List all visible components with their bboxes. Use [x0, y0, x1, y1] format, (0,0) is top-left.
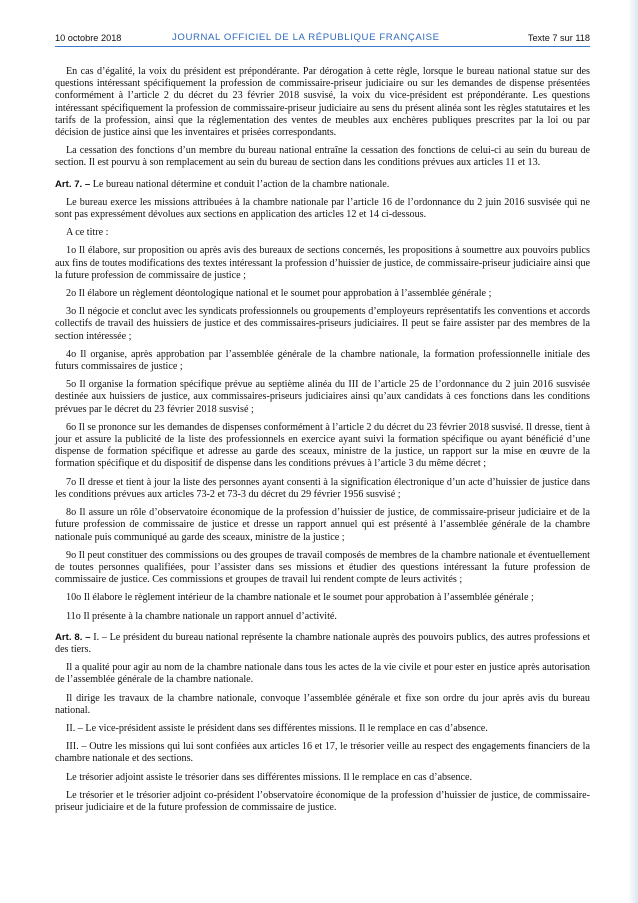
body-paragraph: II. – Le vice-président assiste le président dans ses différentes missions. Il le remplace en cas d’absence.: [66, 722, 488, 734]
body-paragraph: 9o Il peut constituer des commissions ou des groupes de travail composés de membres de la chambre nationale et éventuellement de toutes personnes qualifiées, pour l’assister dans ses missions et étudier des questions intéressant la future profession de commissaire de justice. Ces commissions et groupes de travail lui rendent compte de leurs activités ;: [55, 549, 590, 586]
page-header: [55, 30, 590, 47]
body-paragraph: 8o Il assure un rôle d’observatoire économique de la profession d’huissier de justice, de commissaire-priseur judiciaire et de la future profession de commissaire de justice et dresse un rapport annuel qui est présenté à l’assemblée générale de la chambre nationale puis communiqué au garde des sceaux, ministre de la justice ;: [55, 507, 590, 543]
body-paragraph: 5o Il organise la formation spécifique prévue au septième alinéa du III de l’article 25 de l’ordonnance du 2 juin 2016 susvisée destinée aux huissiers de justice, aux commissaires-priseurs judiciaires ainsi qu’aux candidats à ces fonctions dans les conditions prévues par le décret du 23 février 2018 susvisé ;: [55, 379, 590, 415]
article-heading-paragraph: [55, 179, 590, 191]
article-heading-paragraph: [55, 632, 590, 656]
body-paragraph: Il a qualité pour agir au nom de la chambre nationale dans tous les actes de la vie civile et pour ester en justice après autorisation de l’assemblée générale de la chambre nationale.: [55, 662, 590, 686]
body-paragraph: Le trésorier et le trésorier adjoint co-président l’observatoire économique de la profession d’huissier de justice, de commissaire-priseur judiciaire et de la future profession de commissaire de justice.: [55, 789, 590, 813]
article-number: Art. 8. –: [55, 631, 91, 643]
body-paragraph: 1o Il élabore, sur proposition ou après avis des bureaux de sections concernés, les propositions à soumettre aux pouvoirs publics aux fins de toutes modifications des textes intéressant la profession d’huissier de justice, de commissaire-priseur judiciaire ainsi que la future profession de commissaire de justice ;: [55, 245, 590, 281]
body-paragraph: III. – Outre les missions qui lui sont confiées aux articles 16 et 17, le trésorier veille au respect des engagements financiers de la chambre nationale et des sections.: [55, 741, 590, 765]
article-text: Le bureau national détermine et conduit l’action de la chambre nationale.: [90, 178, 390, 190]
body-paragraph: 7o Il dresse et tient à jour la liste des personnes ayant consenti à la signification électronique d’un acte d’huissier de justice dans les conditions prévues aux articles 73-2 et 73-3 du décret du 29 février 1956 susvisé ;: [55, 476, 590, 500]
body-paragraph: 3o Il négocie et conclut avec les syndicats professionnels ou groupements d’employeurs représentatifs les conventions et accords collectifs de travail des huissiers de justice et des commissaires-priseurs judiciaires. Il peut se faire assister par des membres de la section intéressée ;: [55, 306, 590, 342]
body-paragraph: 10o Il élabore le règlement intérieur de la chambre nationale et le soumet pour approbation à l’assemblée générale ;: [66, 592, 534, 604]
body-paragraph: En cas d’égalité, la voix du président est prépondérante. Par dérogation à cette règle, lorsque le bureau national statue sur des questions intéressant spécifiquement la profession de commissaire-priseur judiciaire ou sur les demandes de dispense présentées conformément à l’article 2 du décret du 23 février 2018 susvisé, la voix du vice-président est prépondérante. Les questions intéressant spécifiquement la profession de commissaire-priseur judiciaire au sens du présent alinéa sont les règles statutaires et les tarifs de la profession, ainsi que la réglementation des ventes de meubles aux enchères publiques prescrites par la loi ou par décision de justice ainsi que les inventaires et prisées correspondants.: [55, 66, 590, 139]
article-number: Art. 7. –: [55, 178, 91, 190]
header-page-number: Texte 7 sur 118: [527, 33, 590, 43]
body-paragraph: 11o Il présente à la chambre nationale un rapport annuel d’activité.: [66, 610, 337, 622]
body-paragraph: Le trésorier adjoint assiste le trésorier dans ses différentes missions. Il le remplace en cas d’absence.: [66, 771, 473, 783]
header-journal-title: JOURNAL OFFICIEL DE LA RÉPUBLIQUE FRANÇAISE: [172, 32, 440, 43]
article-text: I. – Le président du bureau national représente la chambre nationale auprès des pouvoirs publics, des autres professions et des tiers.: [55, 631, 590, 655]
body-paragraph: 4o Il organise, après approbation par l’assemblée générale de la chambre nationale, la formation professionnelle initiale des futurs commissaires de justice ;: [55, 348, 590, 373]
page-edge-shadow: [628, 0, 638, 903]
body-paragraph: 2o Il élabore un règlement déontologique national et le soumet pour approbation à l’assemblée générale ;: [66, 288, 492, 300]
body-paragraph: Le bureau exerce les missions attribuées à la chambre nationale par l’article 16 de l’ordonnance du 2 juin 2016 susvisée qui ne sont pas expressément dévolues aux sections en application des articles 12 et 14 ci-dessous.: [55, 196, 590, 221]
body-paragraph: Il dirige les travaux de la chambre nationale, convoque l’assemblée générale et fixe son ordre du jour après avis du bureau national.: [55, 692, 590, 716]
body-paragraph: 6o Il se prononce sur les demandes de dispenses conformément à l’article 2 du décret du 23 février 2018 susvisé. Il dresse, tient à jour et assure la publicité de la liste des professionnels en exercice ayant suivi la formation spécifique ou ayant bénéficié d’une dispense de formation spécifique et adresse au garde des sceaux, ministre de la justice, un rapport sur la mise en œuvre de la formation spécifique et du dispositif de dispense dans les conditions prévues à l’article 3 du même décret ;: [55, 421, 590, 470]
body-paragraph: A ce titre :: [66, 227, 109, 239]
header-date: 10 octobre 2018: [55, 33, 122, 43]
body-paragraph: La cessation des fonctions d’un membre du bureau national entraîne la cessation des fonctions de celui-ci au sein du bureau de section. Il est pourvu à son remplacement au sein du bureau de section dans les conditions prévues aux articles 11 et 13.: [55, 145, 590, 169]
document-body: [55, 66, 590, 820]
